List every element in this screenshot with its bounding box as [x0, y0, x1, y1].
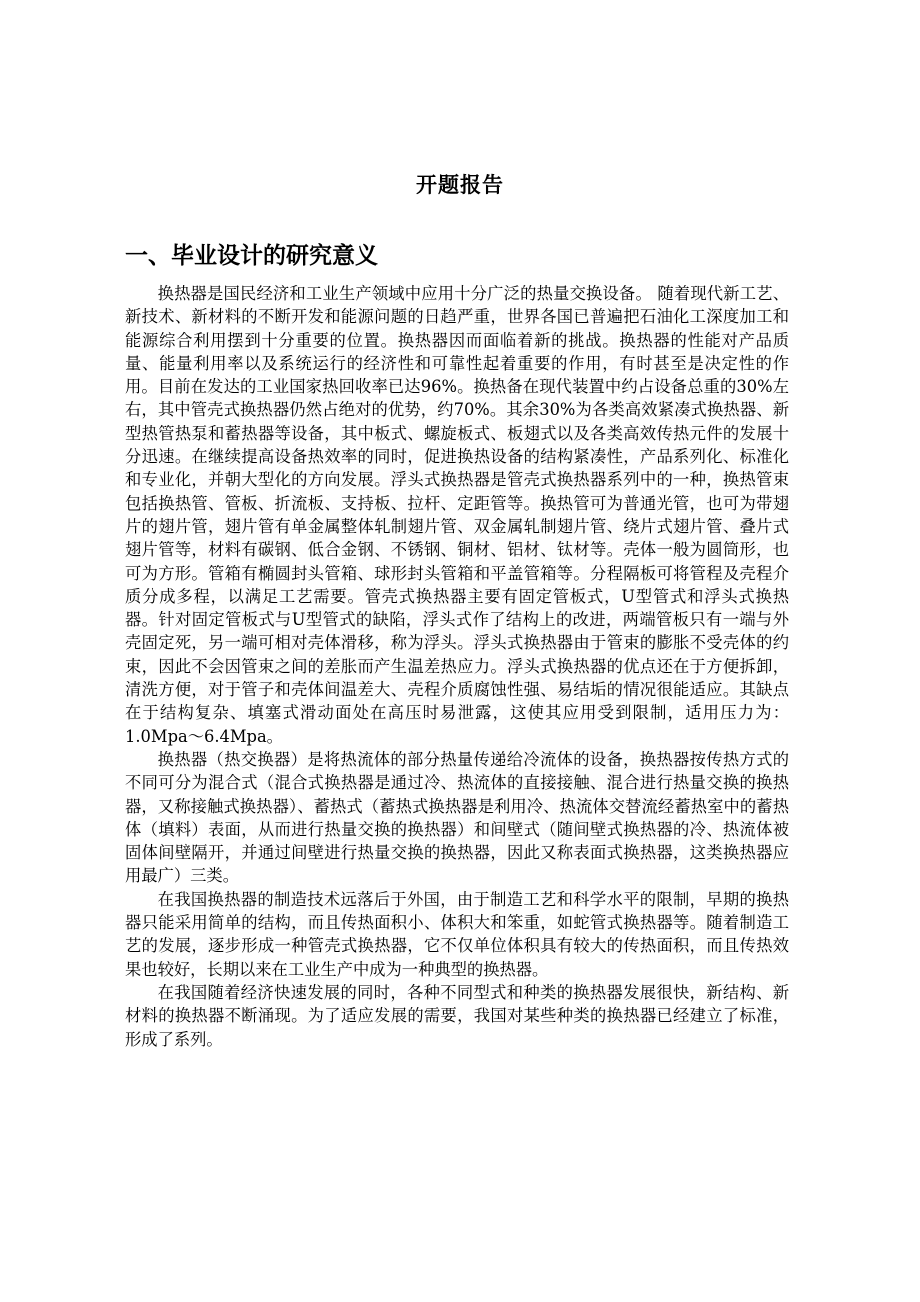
section-heading: 一、毕业设计的研究意义 — [125, 243, 378, 269]
paragraph: 在我国随着经济快速发展的同时，各种不同型式和种类的换热器发展很快，新结构、新材料的换热器不断涌现。为了适应发展的需要，我国对某些种类的换热器已经建立了标准，形成了系列。 — [125, 982, 789, 1049]
paragraph: 换热器（热交换器）是将热流体的部分热量传递给冷流体的设备，换热器按传热方式的不同可分为混合式（混合式换热器是通过冷、热流体的直接接触、混合进行热量交换的换热器，又称接触式换热器）、蓄热式（蓄热式换热器是利用冷、热流体交替流经蓄热室中的蓄热体（填料）表面，从而进行热量交换的换热器）和间壁式（随间壁式换热器的冷、热流体被固体间壁隔开，并通过间壁进行热量交换的换热器，因此又称表面式换热器，这类换热器应用最广）三类。 — [125, 749, 789, 886]
paragraph: 换热器是国民经济和工业生产领域中应用十分广泛的热量交换设备。 随着现代新工艺、新技术、新材料的不断开发和能源问题的日趋严重，世界各国已普遍把石油化工深度加工和能源综合利用摆到十分重要的位置。换热器因而面临着新的挑战。换热器的性能对产品质量、能量利用率以及系统运行的经济性和可靠性起着重要的作用，有时甚至是决定性的作用。目前在发达的工业国家热回收率已达96%。换热备在现代装置中约占设备总重的30%左右，其中管壳式换热器仍然占绝对的优势，约70%。其余30%为各类高效紧凑式换热器、新型热管热泵和蓄热器等设备，其中板式、螺旋板式、板翅式以及各类高效传热元件的发展十分迅速。在继续提高设备热效率的同时，促进换热设备的结构紧凑性，产品系列化、标准化和专业化，并朝大型化的方向发展。浮头式换热器是管壳式换热器系列中的一种，换热管束包括换热管、管板、折流板、支持板、拉杆、定距管等。换热管可为普通光管，也可为带翅片的翅片管，翅片管有单金属整体轧制翅片管、双金属轧制翅片管、绕片式翅片管、叠片式翅片管等，材料有碳钢、低合金钢、不锈钢、铜材、铝材、钛材等。壳体一般为圆筒形，也可为方形。管箱有椭圆封头管箱、球形封头管箱和平盖管箱等。分程隔板可将管程及壳程介质分成多程，以满足工艺需要。管壳式换热器主要有固定管板式，U型管式和浮头式换热器。针对固定管板式与U型管式的缺陷，浮头式作了结构上的改进，两端管板只有一端与外壳固定死，另一端可相对壳体滑移，称为浮头。浮头式换热器由于管束的膨胀不受壳体的约束，因此不会因管束之间的差胀而产生温差热应力。浮头式换热器的优点还在于方便拆卸，清洗方便，对于管子和壳体间温差大、壳程介质腐蚀性强、易结垢的情况很能适应。其缺点在于结构复杂、填塞式滑动面处在高压时易泄露，这使其应用受到限制，适用压力为：1.0Mpa～6.4Mpa。 — [125, 284, 789, 746]
paragraph: 在我国换热器的制造技术远落后于外国，由于制造工艺和科学水平的限制，早期的换热器只能采用简单的结构，而且传热面积小、体积大和笨重，如蛇管式换热器等。随着制造工艺的发展，逐步形成一种管壳式换热器，它不仅单位体积具有较大的传热面积，而且传热效果也较好，长期以来在工业生产中成为一种典型的换热器。 — [125, 889, 789, 979]
document-title: 开题报告 — [416, 173, 504, 197]
section-body — [125, 282, 789, 1051]
